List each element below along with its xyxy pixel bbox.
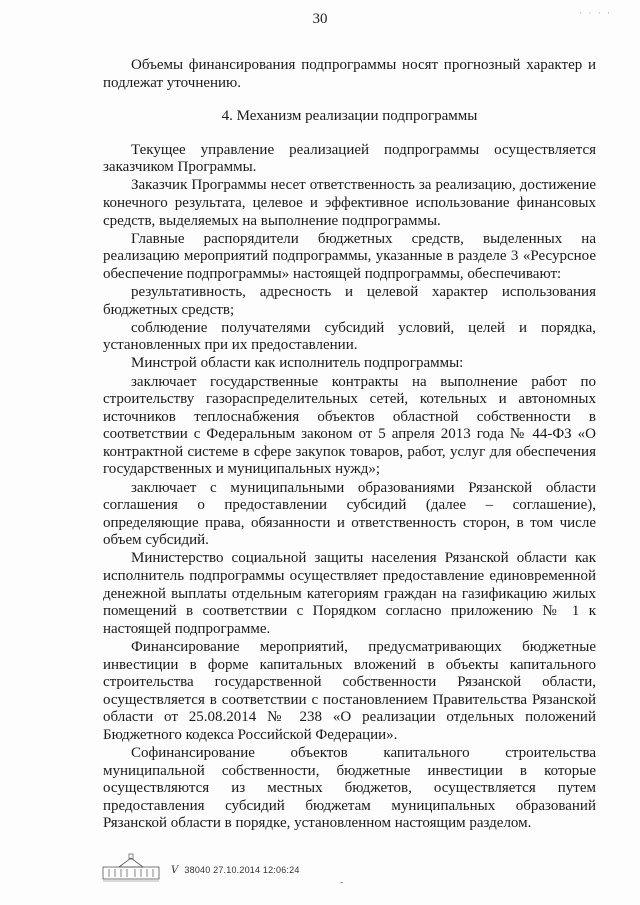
document-body — [103, 57, 596, 833]
paragraph: Софинансирование объектов капитального строительства муниципальной собственности, бюджетные инвестиции в которые осуществляются из местных бюджетов, осуществляется путем предоставления субсидий бюджетам муниципальных образований Рязанской области в порядке, установленном настоящим разделом. — [103, 744, 596, 832]
paragraph: соблюдение получателями субсидий условий, целей и порядка, установленных при их предоставлении. — [103, 319, 596, 354]
paragraph: Главные распорядители бюджетных средств, выделенных на реализацию мероприятий подпрограммы, указанные в разделе 3 «Ресурсное обеспечение подпрограммы» настоящей подпрограммы, обеспечивают: — [103, 230, 596, 282]
paragraph: результативность, адресность и целевой характер использования бюджетных средств; — [103, 284, 596, 318]
paragraph: Минстрой области как исполнитель подпрограммы: — [131, 355, 464, 372]
scan-artifact-dash: - — [340, 877, 344, 888]
paragraph: заключает государственные контракты на выполнение работ по строительству газораспределительных сетей, котельных и автономных источников теплоснабжения объектов областной собственности в соответствии с Федеральным законом от 5 апреля 2013 года № 44-ФЗ «О контрактной системе в сфере закупок товаров, работ, услуг для обеспечения государственных и муниципальных нужд»; — [103, 373, 596, 478]
scan-artifact-dashes: · · · · — [579, 8, 612, 18]
footer-mark: V — [171, 865, 179, 876]
paragraph-funding-note: Объемы финансирования подпрограммы носят прогнозный характер и подлежат уточнению. — [103, 57, 596, 91]
paragraph: заключает с муниципальными образованиями Рязанской области соглашения о предоставлении субсидий (далее – соглашение), определяющие права, обязанности и ответственность сторон, в том числе объем субсидий. — [103, 479, 596, 549]
section-heading: 4. Механизм реализации подпрограммы — [221, 108, 478, 125]
paragraph: Финансирование мероприятий, предусматривающих бюджетные инвестиции в форме капитальных вложений в объекты капитального строительства государственной собственности Рязанской области, осуществляется в соответствии с постановлением Правительства Рязанской области от 25.08.2014 № 238 «О реализации отдельных положений Бюджетного кодекса Российской Федерации». — [103, 638, 596, 743]
paragraph: Заказчик Программы несет ответственность за реализацию, достижение конечного результата, целевое и эффективное использование финансовых средств, выделяемых на выполнение подпрограммы. — [103, 177, 596, 229]
document-footer — [101, 853, 401, 883]
government-building-stamp-icon — [101, 853, 161, 883]
paragraph: Министерство социальной защиты населения Рязанской области как исполнитель подпрограммы осуществляет предоставление единовременной денежной выплаты отдельным категориям граждан на газификацию жилых помещений в соответствии с Порядком согласно приложению № 1 к настоящей подпрограмме. — [103, 550, 596, 637]
footer-doc-info — [171, 865, 300, 876]
page-number: 30 — [312, 11, 328, 27]
paragraph: Текущее управление реализацией подпрограммы осуществляется заказчиком Программы. — [103, 141, 596, 176]
footer-doc-number-date: 38040 27.10.2014 12:06:24 — [184, 865, 300, 875]
